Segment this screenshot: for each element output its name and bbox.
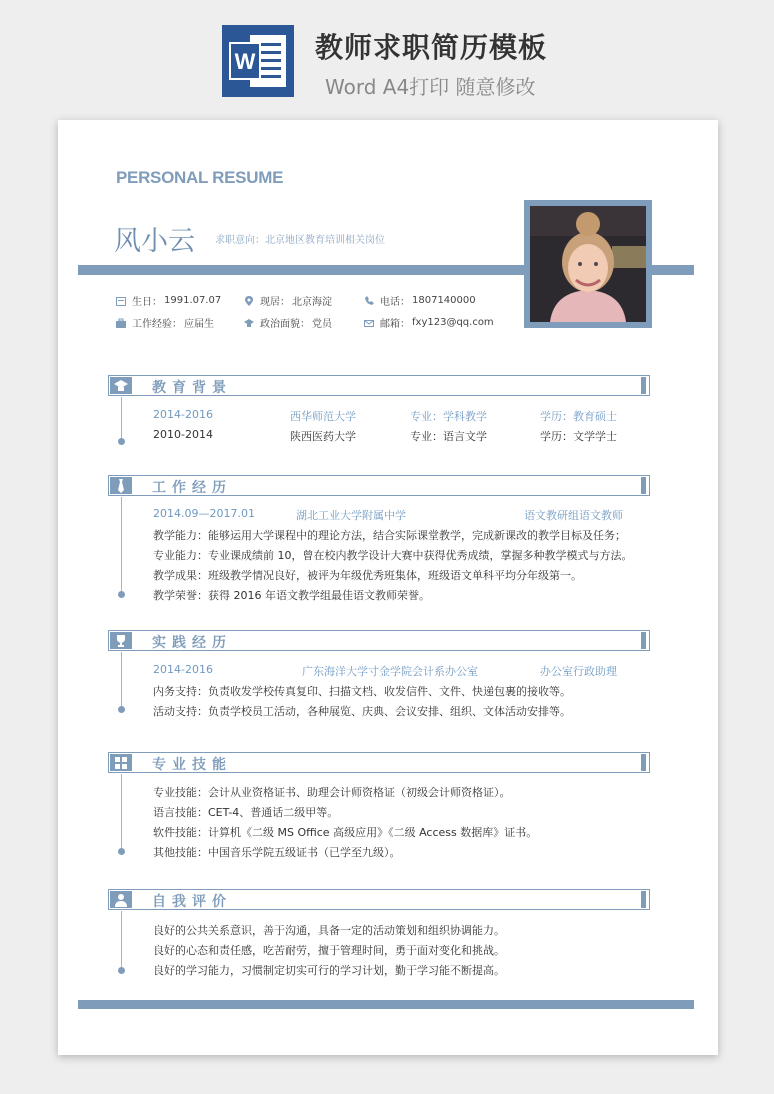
skill-line: 专业技能：会计从业资格证书、助理会计师资格证（初级会计师资格证）。 xyxy=(153,786,511,799)
section-skills-header xyxy=(108,752,650,773)
edu-period: 2014-2016 xyxy=(153,408,213,421)
edu-degree: 学历：文学学士 xyxy=(540,430,617,443)
timeline-line xyxy=(121,774,122,852)
info-phone: 电话： 1807140000 xyxy=(364,293,476,308)
portrait-photo xyxy=(530,206,646,322)
self-line: 良好的公共关系意识，善于沟通，具备一定的活动策划和组织协调能力。 xyxy=(153,924,505,937)
section-title: 实践经历 xyxy=(152,635,232,651)
section-title: 自我评价 xyxy=(152,894,232,910)
info-experience: 工作经验： 应届生 xyxy=(116,315,214,330)
candidate-name: 风小云 xyxy=(114,226,195,257)
trophy-icon xyxy=(110,632,132,649)
info-location: 现居： 北京海淀 xyxy=(244,293,332,308)
timeline-line xyxy=(121,497,122,595)
resume-label: PERSONAL RESUME xyxy=(116,168,284,187)
work-line: 教学荣誉：获得 2016 年语文教学组最佳语文教师荣誉。 xyxy=(153,589,430,602)
practice-line: 内务支持：负责收发学校传真复印、扫描文档、收发信件、文件、快递包裹的接收等。 xyxy=(153,685,571,698)
edu-school: 陕西医药大学 xyxy=(290,430,356,443)
section-title: 工作经历 xyxy=(152,480,232,496)
graduation-cap-icon xyxy=(244,318,254,328)
mail-icon xyxy=(364,318,374,328)
section-work-header xyxy=(108,475,650,496)
work-org: 湖北工业大学附属中学 xyxy=(296,509,406,522)
info-birth: 生日： 1991.07.07 xyxy=(116,293,221,308)
edu-degree: 学历：教育硕士 xyxy=(540,410,617,423)
job-intention: 求职意向：北京地区教育培训相关岗位 xyxy=(215,235,385,246)
section-education-header xyxy=(108,375,650,396)
resume-page xyxy=(58,120,718,1055)
practice-role: 办公室行政助理 xyxy=(540,665,617,678)
timeline-line xyxy=(121,911,122,971)
location-pin-icon xyxy=(244,296,254,306)
user-icon xyxy=(110,891,132,908)
practice-line: 活动支持：负责学校员工活动，各种展览、庆典、会议安排、组织、文体活动安排等。 xyxy=(153,705,571,718)
self-line: 良好的心态和责任感，吃苦耐劳，擅于管理时间，勇于面对变化和挑战。 xyxy=(153,944,505,957)
timeline-line xyxy=(121,652,122,710)
edu-school: 西华师范大学 xyxy=(290,410,356,423)
banner-title: 教师求职简历模板 xyxy=(315,31,548,64)
info-email: 邮箱： fxy123@qq.com xyxy=(364,315,494,330)
edu-major: 专业：学科教学 xyxy=(410,410,487,423)
timeline-dot xyxy=(118,438,125,445)
timeline-dot xyxy=(118,967,125,974)
skill-line: 其他技能：中国音乐学院五级证书（已学至九级）。 xyxy=(153,846,401,859)
self-line: 良好的学习能力，习惯制定切实可行的学习计划，勤于学习能不断提高。 xyxy=(153,964,505,977)
timeline-line xyxy=(121,397,122,442)
timeline-dot xyxy=(118,591,125,598)
work-role: 语文教研组语文教师 xyxy=(524,509,623,522)
work-line: 专业能力：专业课成绩前 10，曾在校内教学设计大赛中获得优秀成绩，掌握多种教学模式与方法。 xyxy=(153,549,633,562)
edu-period: 2010-2014 xyxy=(153,428,213,441)
footer-divider xyxy=(78,1000,694,1009)
briefcase-icon xyxy=(116,318,126,328)
timeline-dot xyxy=(118,706,125,713)
section-title: 专业技能 xyxy=(152,757,232,773)
tie-icon xyxy=(110,477,132,494)
section-title: 教育背景 xyxy=(152,380,232,396)
section-self-header xyxy=(108,889,650,910)
windows-icon xyxy=(110,754,132,771)
banner-subtitle: Word A4打印 随意修改 xyxy=(325,75,536,99)
practice-period: 2014-2016 xyxy=(153,663,213,676)
practice-org: 广东海洋大学寸金学院会计系办公室 xyxy=(302,665,478,678)
template-banner xyxy=(0,0,774,118)
timeline-dot xyxy=(118,848,125,855)
word-icon xyxy=(222,25,294,97)
skill-line: 软件技能：计算机《二级 MS Office 高级应用》《二级 Access 数据库》证书。 xyxy=(153,826,538,839)
calendar-icon xyxy=(116,296,126,306)
photo-frame xyxy=(524,200,652,328)
phone-icon xyxy=(364,296,374,306)
edu-major: 专业：语言文学 xyxy=(410,430,487,443)
work-period: 2014.09—2017.01 xyxy=(153,507,255,520)
work-line: 教学成果：班级教学情况良好，被评为年级优秀班集体，班级语文单科平均分年级第一。 xyxy=(153,569,582,582)
skill-line: 语言技能：CET-4、普通话二级甲等。 xyxy=(153,806,339,819)
work-line: 教学能力：能够运用大学课程中的理论方法，结合实际课堂教学，完成新课改的教学目标及任务； xyxy=(153,529,626,542)
section-practice-header xyxy=(108,630,650,651)
info-politics: 政治面貌： 党员 xyxy=(244,315,332,330)
graduation-cap-icon xyxy=(110,377,132,394)
svg-text:W: W xyxy=(234,49,256,74)
